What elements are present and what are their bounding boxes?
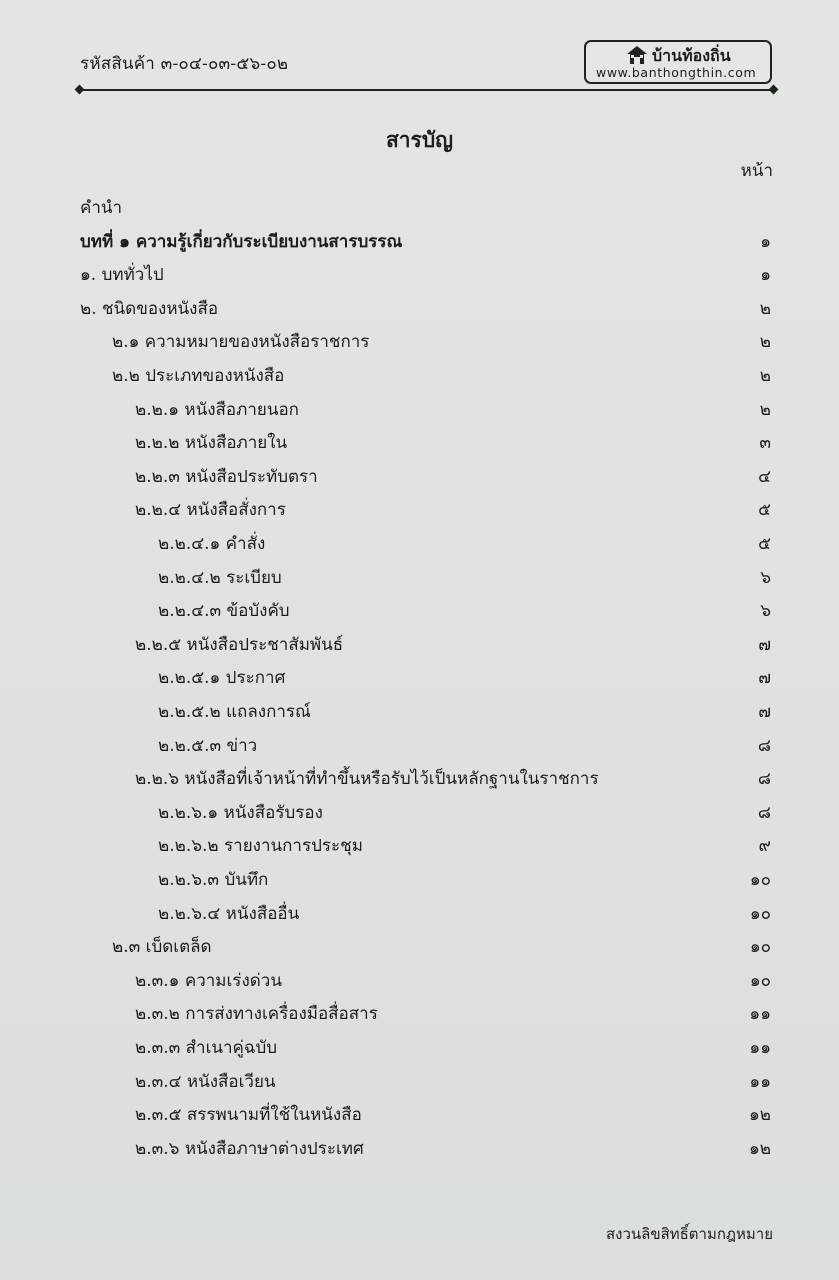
- toc-row[interactable]: [0, 228, 839, 256]
- toc-entry-page: ๑: [760, 265, 771, 286]
- brand-logo[interactable]: [584, 40, 772, 84]
- toc-entry-page: ๒: [759, 332, 771, 353]
- toc-row[interactable]: [0, 564, 839, 592]
- toc-row[interactable]: [0, 396, 839, 424]
- toc-entry-label: ๒.๒.๕.๓ ข่าว: [158, 735, 258, 756]
- toc-entry-label: ๒.๒.๔.๒ ระเบียบ: [158, 567, 282, 588]
- toc-entry-label: ๒.๒.๔.๑ คำสั่ง: [158, 534, 266, 554]
- toc-row[interactable]: [0, 496, 839, 524]
- toc-entry-page: ๒: [759, 399, 771, 420]
- toc-entry-page: ๘: [757, 802, 771, 823]
- toc-entry-page: ๑๐: [749, 937, 771, 958]
- toc-entry-label: ๒.๓.๔ หนังสือเวียน: [135, 1071, 276, 1092]
- toc-entry-label: ๒.๒.๓ หนังสือประทับตรา: [135, 466, 318, 487]
- toc-entry-label: ๒.๒.๖.๔ หนังสืออื่น: [158, 903, 300, 924]
- toc-entry-page: ๗: [758, 668, 771, 689]
- toc-row[interactable]: [0, 900, 839, 928]
- toc-entry-page: ๒: [759, 298, 771, 319]
- toc-entry-page: ๑: [760, 231, 771, 252]
- toc-row[interactable]: [0, 732, 839, 760]
- toc-entry-label: ๒.๒.๖.๓ บันทึก: [158, 870, 269, 890]
- toc-entry-page: ๕: [758, 500, 771, 521]
- toc-entry-label: ๒.๓.๒ การส่งทางเครื่องมือสื่อสาร: [135, 1004, 378, 1025]
- toc-entry-page: ๘: [757, 769, 771, 790]
- toc-entry-label: ๒.๒.๔ หนังสือสั่งการ: [135, 500, 286, 521]
- copyright-note: สงวนลิขสิทธิ์ตามกฎหมาย: [606, 1225, 773, 1243]
- toc-entry-label: ๒.๒.๕.๑ ประกาศ: [158, 668, 286, 689]
- toc-row[interactable]: [0, 799, 839, 827]
- toc-entry-page: ๕: [758, 534, 771, 554]
- toc-entry-label: ๒.๒.๒ หนังสือภายใน: [135, 433, 288, 454]
- toc-entry-page: ๗: [758, 634, 771, 655]
- toc-row[interactable]: [0, 362, 839, 390]
- brand-name: บ้านท้องถิ่น: [652, 46, 731, 65]
- toc-entry-label: ๑. บททั่วไป: [80, 265, 164, 286]
- toc-entry-page: ๑๐: [749, 870, 771, 890]
- toc-entry-label: ๒.๓.๕ สรรพนามที่ใช้ในหนังสือ: [135, 1105, 362, 1126]
- toc-row[interactable]: [0, 261, 839, 289]
- toc-entry-label: ๒.๒.๖.๑ หนังสือรับรอง: [158, 802, 323, 823]
- toc-entry-label: ๒.๒ ประเภทของหนังสือ: [112, 366, 285, 386]
- toc-entry-label: ๒. ชนิดของหนังสือ: [80, 298, 219, 319]
- toc-row[interactable]: [0, 765, 839, 793]
- toc-entry-page: ๒: [759, 366, 771, 386]
- toc-entry-label: ๒.๒.๔.๓ ข้อบังคับ: [158, 601, 290, 622]
- toc-row[interactable]: [0, 866, 839, 894]
- toc-row[interactable]: [0, 631, 839, 659]
- toc-row[interactable]: [0, 530, 839, 558]
- toc-entry-page: ๗: [758, 702, 771, 722]
- toc-entry-page: ๑๑: [749, 1038, 771, 1058]
- toc-entry-page: ๑๐: [749, 903, 771, 924]
- page-title: สารบัญ: [385, 127, 454, 152]
- toc-entry-page: ๖: [760, 567, 771, 588]
- toc-entry-label: ๒.๒.๕ หนังสือประชาสัมพันธ์: [135, 634, 344, 655]
- toc-row[interactable]: [0, 1135, 839, 1163]
- toc-entry-page: ๓: [759, 433, 771, 454]
- divider-diamond-left: [75, 85, 85, 95]
- brand-url[interactable]: www.banthongthin.com: [596, 65, 757, 80]
- toc-entry-page: ๙: [758, 836, 771, 857]
- toc-row[interactable]: [0, 1000, 839, 1028]
- page-column-label: หน้า: [740, 161, 773, 181]
- toc-entry-page: ๖: [760, 601, 771, 622]
- toc-entry-label: ๒.๓.๖ หนังสือภาษาต่างประเทศ: [135, 1138, 364, 1159]
- toc-row[interactable]: [0, 1101, 839, 1129]
- product-code: รหัสสินค้า ๓-๐๔-๐๓-๕๖-๐๒: [80, 54, 289, 74]
- toc-entry-label: ๒.๒.๑ หนังสือภายนอก: [135, 399, 299, 420]
- toc-entry-label: ๒.๒.๕.๒ แถลงการณ์: [158, 702, 311, 722]
- toc-row[interactable]: [0, 429, 839, 457]
- toc-row[interactable]: [0, 1068, 839, 1096]
- toc-entry-label: ๒.๓ เบ็ดเตล็ด: [112, 937, 212, 958]
- toc-row[interactable]: [0, 194, 839, 222]
- toc-row[interactable]: [0, 463, 839, 491]
- toc-row[interactable]: [0, 1034, 839, 1062]
- toc-row[interactable]: [0, 664, 839, 692]
- toc-entry-label: คำนำ: [80, 198, 123, 218]
- toc-entry-page: ๑๐: [749, 970, 771, 991]
- toc-entry-label: บทที่ ๑ ความรู้เกี่ยวกับระเบียบงานสารบรรณ: [80, 231, 403, 252]
- toc-row[interactable]: [0, 967, 839, 995]
- toc-entry-page: ๑๒: [749, 1105, 771, 1126]
- header-divider: [80, 89, 773, 91]
- toc-row[interactable]: [0, 328, 839, 356]
- toc-entry-label: ๒.๒.๖.๒ รายงานการประชุม: [158, 836, 363, 857]
- divider-diamond-right: [769, 85, 779, 95]
- toc-entry-page: ๔: [758, 466, 771, 487]
- toc-row[interactable]: [0, 933, 839, 961]
- toc-entry-label: ๒.๓.๑ ความเร่งด่วน: [135, 970, 282, 991]
- toc-row[interactable]: [0, 295, 839, 323]
- toc-row[interactable]: [0, 698, 839, 726]
- toc-entry-label: ๒.๑ ความหมายของหนังสือราชการ: [112, 332, 370, 353]
- toc-entry-page: ๑๑: [749, 1071, 771, 1092]
- toc-row[interactable]: [0, 597, 839, 625]
- toc-entry-page: ๑๑: [749, 1004, 771, 1025]
- toc-entry-page: ๑๒: [749, 1138, 771, 1159]
- toc-row[interactable]: [0, 832, 839, 860]
- house-icon: [626, 45, 648, 65]
- toc-entry-label: ๒.๒.๖ หนังสือที่เจ้าหน้าที่ทำขึ้นหรือรับไว้เป็นหลักฐานในราชการ: [135, 769, 599, 790]
- toc-entry-page: ๘: [757, 735, 771, 756]
- toc-entry-label: ๒.๓.๓ สำเนาคู่ฉบับ: [135, 1038, 278, 1058]
